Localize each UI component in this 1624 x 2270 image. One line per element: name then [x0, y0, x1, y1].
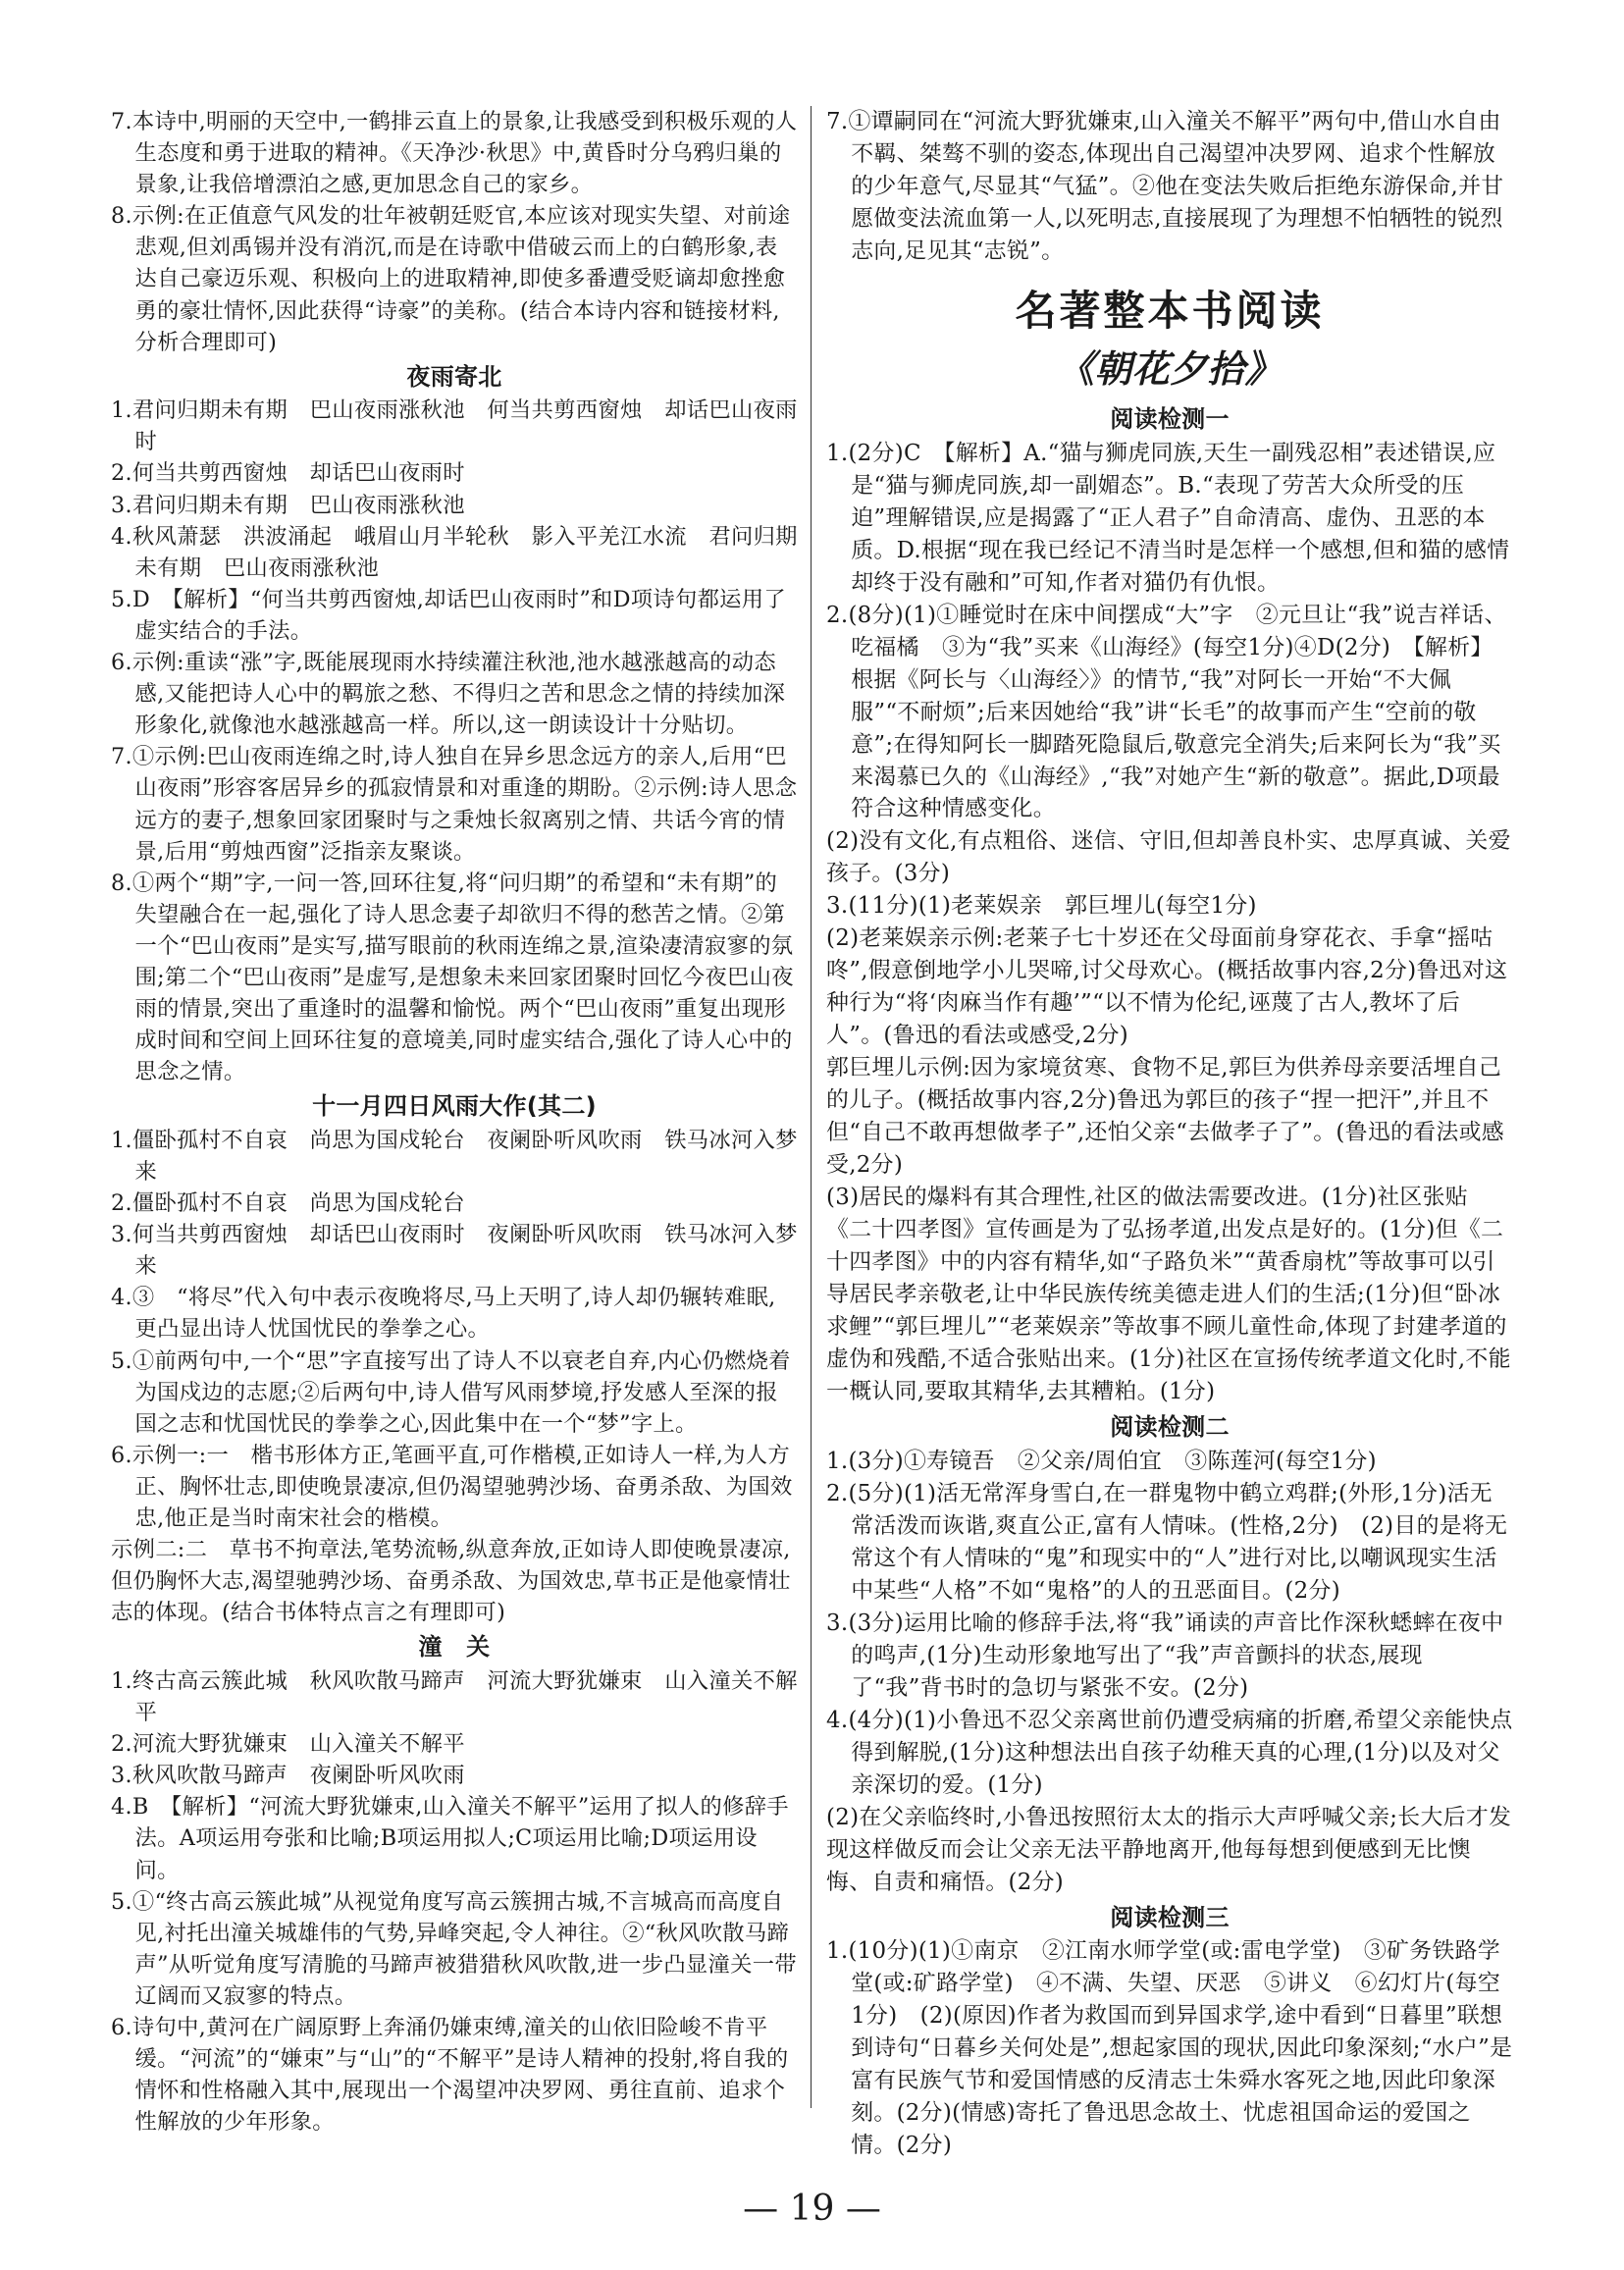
- answer-item: 6.示例一:一 楷书形体方正,笔画平直,可作楷模,正如诗人一样,为人方正、胸怀壮志,即使晚景凄凉,但仍渴望驰骋沙场、奋勇杀敌、为国效忠,他正是当时南宋社会的楷模。: [111, 1442, 793, 1532]
- answer-paragraph: (2)老莱娱亲示例:老莱子七十岁还在父母面前身穿花衣、手拿“摇咕咚”,假意倒地学小儿哭啼,讨父母欢心。(概括故事内容,2分)鲁迅对这种行为“将‘肉麻当作有趣’”“以不情为伦纪,诬蔑了古人,教坏了后人”。(鲁迅的看法或感受,2分): [826, 925, 1508, 1049]
- answer-item: 3.何当共剪西窗烛 却话巴山夜雨时 夜阑卧听风吹雨 铁马冰河入梦来: [111, 1222, 798, 1280]
- section-title-ye-yu-ji-bei: 夜雨寄北: [406, 362, 502, 391]
- section-title-tong-guan: 潼 关: [418, 1633, 491, 1662]
- answer-item: 4.(4分)(1)小鲁迅不忍父亲离世前仍遭受病痛的折磨,希望父亲能快点得到解脱,(1分)这种想法出自孩子幼稚天真的心理,(1分)以及对父亲深切的爱。(1分): [826, 1707, 1513, 1798]
- section-title-test-2: 阅读检测二: [1110, 1413, 1230, 1442]
- answer-item: 2.何当共剪西窗烛 却话巴山夜雨时: [111, 460, 465, 487]
- answer-item: 3.(11分)(1)老莱娱亲 郭巨埋儿(每空1分): [826, 893, 1257, 920]
- answer-item: 1.僵卧孤村不自哀 尚思为国戍轮台 夜阑卧听风吹雨 铁马冰河入梦来: [111, 1127, 798, 1185]
- answer-item: 5.①前两句中,一个“思”字直接写出了诗人不以衰老自弃,内心仍燃烧着为国戍边的志愿;②后两句中,诗人借写风雨梦境,抒发感人至深的报国之志和忧国忧民的拳拳之心,因此集中在一个“梦”字上。: [111, 1347, 791, 1437]
- answer-item: 2.(8分)(1)①睡觉时在床中间摆成“大”字 ②元旦让“我”说吉祥话、吃福橘 ③为“我”买来《山海经》(每空1分)④D(2分) 【解析】根据《阿长与〈山海经〉》的情节,“我”对阿长一开始“不大佩服”“不耐烦”;后来因她给“我”讲“长毛”的故事而产生“空前的敬意”;在得知阿长一脚踏死隐鼠后,敬意完全消失;后来阿长为“我”买来渴慕已久的《山海经》,“我”对她产生“新的敬意”。据此,D项最符合这种情感变化。: [826, 602, 1507, 822]
- answer-item: 1.(2分)C 【解析】A.“猫与狮虎同族,天生一副残忍相”表述错误,应是“猫与狮虎同族,却一副媚态”。B.“表现了劳苦大众所受的压迫”理解错误,应是揭露了“正人君子”自命清高、虚伪、丑恶的本质。D.根据“现在我已经记不清当时是怎样一个感想,但和猫的感情却终于没有融和”可知,作者对猫仍有仇恨。: [826, 440, 1510, 596]
- answer-paragraph: 示例二:二 草书不拘章法,笔势流畅,纵意奔放,正如诗人即使晚景凄凉,但仍胸怀大志,渴望驰骋沙场、奋勇杀敌、为国效忠,草书正是他豪情壮志的体现。(结合书体特点言之有理即可): [111, 1537, 791, 1626]
- answer-item: 5.①“终古高云簇此城”从视觉角度写高云簇拥古城,不言城高而高度自见,衬托出潼关城雄伟的气势,异峰突起,令人神往。②“秋风吹散马蹄声”从听觉角度写清脆的马蹄声被猎猎秋风吹散,进一步凸显潼关一带辽阔而又寂寥的特点。: [111, 1888, 797, 2009]
- left-column: [111, 106, 798, 2138]
- answer-item: 7.本诗中,明丽的天空中,一鹤排云直上的景象,让我感受到积极乐观的人生态度和勇于进取的精神。《天净沙·秋思》中,黄昏时分乌鸦归巢的景象,让我倍增漂泊之感,更加思念自己的家乡。: [111, 109, 798, 198]
- answer-item: 7.①示例:巴山夜雨连绵之时,诗人独自在异乡思念远方的亲人,后用“巴山夜雨”形容客居异乡的孤寂情景和对重逢的期盼。②示例:诗人思念远方的妻子,想象回家团聚时与之秉烛长叙离别之情、共话今宵的情景,后用“剪烛西窗”泛指亲友聚谈。: [111, 744, 798, 865]
- page-number: — 19 —: [743, 2189, 881, 2229]
- answer-item: 8.①两个“期”字,一问一答,回环往复,将“问归期”的希望和“未有期”的失望融合在一起,强化了诗人思念妻子却欲归不得的愁苦之情。②第一个“巴山夜雨”是实写,描写眼前的秋雨连绵之景,渲染凄清寂寥的氛围;第二个“巴山夜雨”是虚写,是想象未来回家团聚时回忆今夜巴山夜雨的情景,突出了重逢时的温馨和愉悦。两个“巴山夜雨”重复出现形成时间和空间上回环往复的意境美,同时虚实结合,强化了诗人心中的思念之情。: [111, 870, 794, 1085]
- answer-item: 4.B 【解析】“河流大野犹嫌束,山入潼关不解平”运用了拟人的修辞手法。A项运用夸张和比喻;B项运用拟人;C项运用比喻;D项运用设问。: [111, 1794, 789, 1883]
- book-title: 《朝花夕拾》: [1057, 347, 1283, 392]
- answer-paragraph: (2)没有文化,有点粗俗、迷信、守旧,但却善良朴实、忠厚真诚、关爱孩子。(3分): [826, 828, 1511, 887]
- answer-item: 3.君问归期未有期 巴山夜雨涨秋池: [111, 492, 465, 518]
- answer-paragraph: 郭巨埋儿示例:因为家境贫寒、食物不足,郭巨为供养母亲要活埋自己的儿子。(概括故事内容,2分)鲁迅为郭巨的孩子“捏一把汗”,并且不但“自己不敢再想做孝子”,还怕父亲“去做孝子了”。(鲁迅的看法或感受,2分): [826, 1055, 1504, 1179]
- answer-item: 2.(5分)(1)活无常浑身雪白,在一群鬼物中鹤立鸡群;(外形,1分)活无常活泼而诙谐,爽直公正,富有人情味。(性格,2分) (2)目的是将无常这个有人情味的“鬼”和现实中的“人”进行对比,以嘲讽现实生活中某些“人格”不如“鬼格”的人的丑恶面目。(2分): [826, 1480, 1508, 1604]
- column-divider: [811, 106, 812, 2108]
- answer-item: 4.秋风萧瑟 洪波涌起 峨眉山月半轮秋 影入平羌江水流 君问归期未有期 巴山夜雨涨秋池: [111, 523, 798, 581]
- section-title-test-1: 阅读检测一: [1110, 405, 1230, 434]
- section-title-test-3: 阅读检测三: [1110, 1903, 1230, 1931]
- answer-item: 1.(3分)①寿镜吾 ②父亲/周伯宜 ③陈莲河(每空1分): [826, 1448, 1377, 1474]
- answer-item: 4.③ “将尽”代入句中表示夜晚将尽,马上天明了,诗人却仍辗转难眠,更凸显出诗人忧国忧民的拳拳之心。: [111, 1285, 776, 1343]
- answer-item: 5.D 【解析】“何当共剪西窗烛,却话巴山夜雨时”和D项诗句都运用了虚实结合的手法。: [111, 586, 786, 644]
- answer-paragraph: (3)居民的爆料有其合理性,社区的做法需要改进。(1分)社区张贴《二十四孝图》宣传画是为了弘扬孝道,出发点是好的。(1分)但《二十四孝图》中的内容有精华,如“子路负米”“黄香扇枕”等故事可以引导居民孝亲敬老,让中华民族传统美德走进人们的生活;(1分)但“卧冰求鲤”“郭巨埋儿”“老莱娱亲”等故事不顾儿童性命,体现了封建孝道的虚伪和残酷,不适合张贴出来。(1分)社区在宣扬传统孝道文化时,不能一概认同,要取其精华,去其糟粕。(1分): [826, 1185, 1511, 1405]
- answer-item: 3.秋风吹散马蹄声 夜阑卧听风吹雨: [111, 1763, 465, 1789]
- answer-item: 1.终古高云簇此城 秋风吹散马蹄声 河流大野犹嫌束 山入潼关不解平: [111, 1667, 798, 1726]
- answer-item: 6.示例:重读“涨”字,既能展现雨水持续灌注秋池,池水越涨越高的动态感,又能把诗人心中的羁旅之愁、不得归之苦和思念之情的持续加深形象化,就像池水越涨越高一样。所以,这一朗读设计十分贴切。: [111, 650, 786, 739]
- answer-item: 6.诗句中,黄河在广阔原野上奔涌仍嫌束缚,潼关的山依旧险峻不肯平缓。“河流”的“嫌束”与“山”的“不解平”是诗人精神的投射,将自我的情怀和性格融入其中,展现出一个渴望冲决罗网、勇往直前、追求个性解放的少年形象。: [111, 2014, 789, 2136]
- answer-item: 7.①谭嗣同在“河流大野犹嫌束,山入潼关不解平”两句中,借山水自由不羁、桀骜不驯的姿态,体现出自己渴望冲决罗网、追求个性解放的少年意气,尽显其“气猛”。②他在变法失败后拒绝东游保命,并甘愿做变法流血第一人,以死明志,直接展现了为理想不怕牺牲的锐烈志向,足见其“志锐”。: [826, 109, 1504, 264]
- answer-item: 1.(10分)(1)①南京 ②江南水师学堂(或:雷电学堂) ③矿务铁路学堂(或:矿路学堂) ④不满、失望、厌恶 ⑤讲义 ⑥幻灯片(每空1分) (2)(原因)作者为救国而到异国求学,途中看到“日暮里”联想到诗句“日暮乡关何处是”,想起家国的现状,因此印象深刻;“水户”是富有民族气节和爱国情感的反清志士朱舜水客死之地,因此印象深刻。(2分)(情感)寄托了鲁迅思念故土、忧虑祖国命运的爱国之情。(2分): [826, 1938, 1513, 2158]
- answer-paragraph: (2)在父亲临终时,小鲁迅按照衍太太的指示大声呼喊父亲;长大后才发现这样做反而会让父亲无法平静地离开,他每每想到便感到无比懊悔、自责和痛悟。(2分): [826, 1804, 1512, 1895]
- right-column: [826, 106, 1513, 2162]
- answer-item: 2.河流大野犹嫌束 山入潼关不解平: [111, 1731, 465, 1758]
- answer-item: 2.僵卧孤村不自哀 尚思为国戍轮台: [111, 1190, 465, 1217]
- section-title-feng-yu-da-zuo: 十一月四日风雨大作(其二): [312, 1092, 597, 1121]
- answer-item: 3.(3分)运用比喻的修辞手法,将“我”诵读的声音比作深秋蟋蟀在夜中的鸣声,(1分)生动形象地写出了“我”声音颤抖的状态,展现了“我”背书时的急切与紧张不安。(2分): [826, 1610, 1504, 1701]
- answer-item: 1.君问归期未有期 巴山夜雨涨秋池 何当共剪西窗烛 却话巴山夜雨时: [111, 397, 798, 455]
- answer-item: 8.示例:在正值意气风发的壮年被朝廷贬官,本应该对现实失望、对前途悲观,但刘禹锡并没有消沉,而是在诗歌中借破云而上的白鹤形象,表达自己豪迈乐观、积极向上的进取精神,即使多番遭受贬谪却愈挫愈勇的豪壮情怀,因此获得“诗豪”的美称。(结合本诗内容和链接材料,分析合理即可): [111, 203, 791, 355]
- chapter-title: 名著整本书阅读: [1015, 286, 1325, 335]
